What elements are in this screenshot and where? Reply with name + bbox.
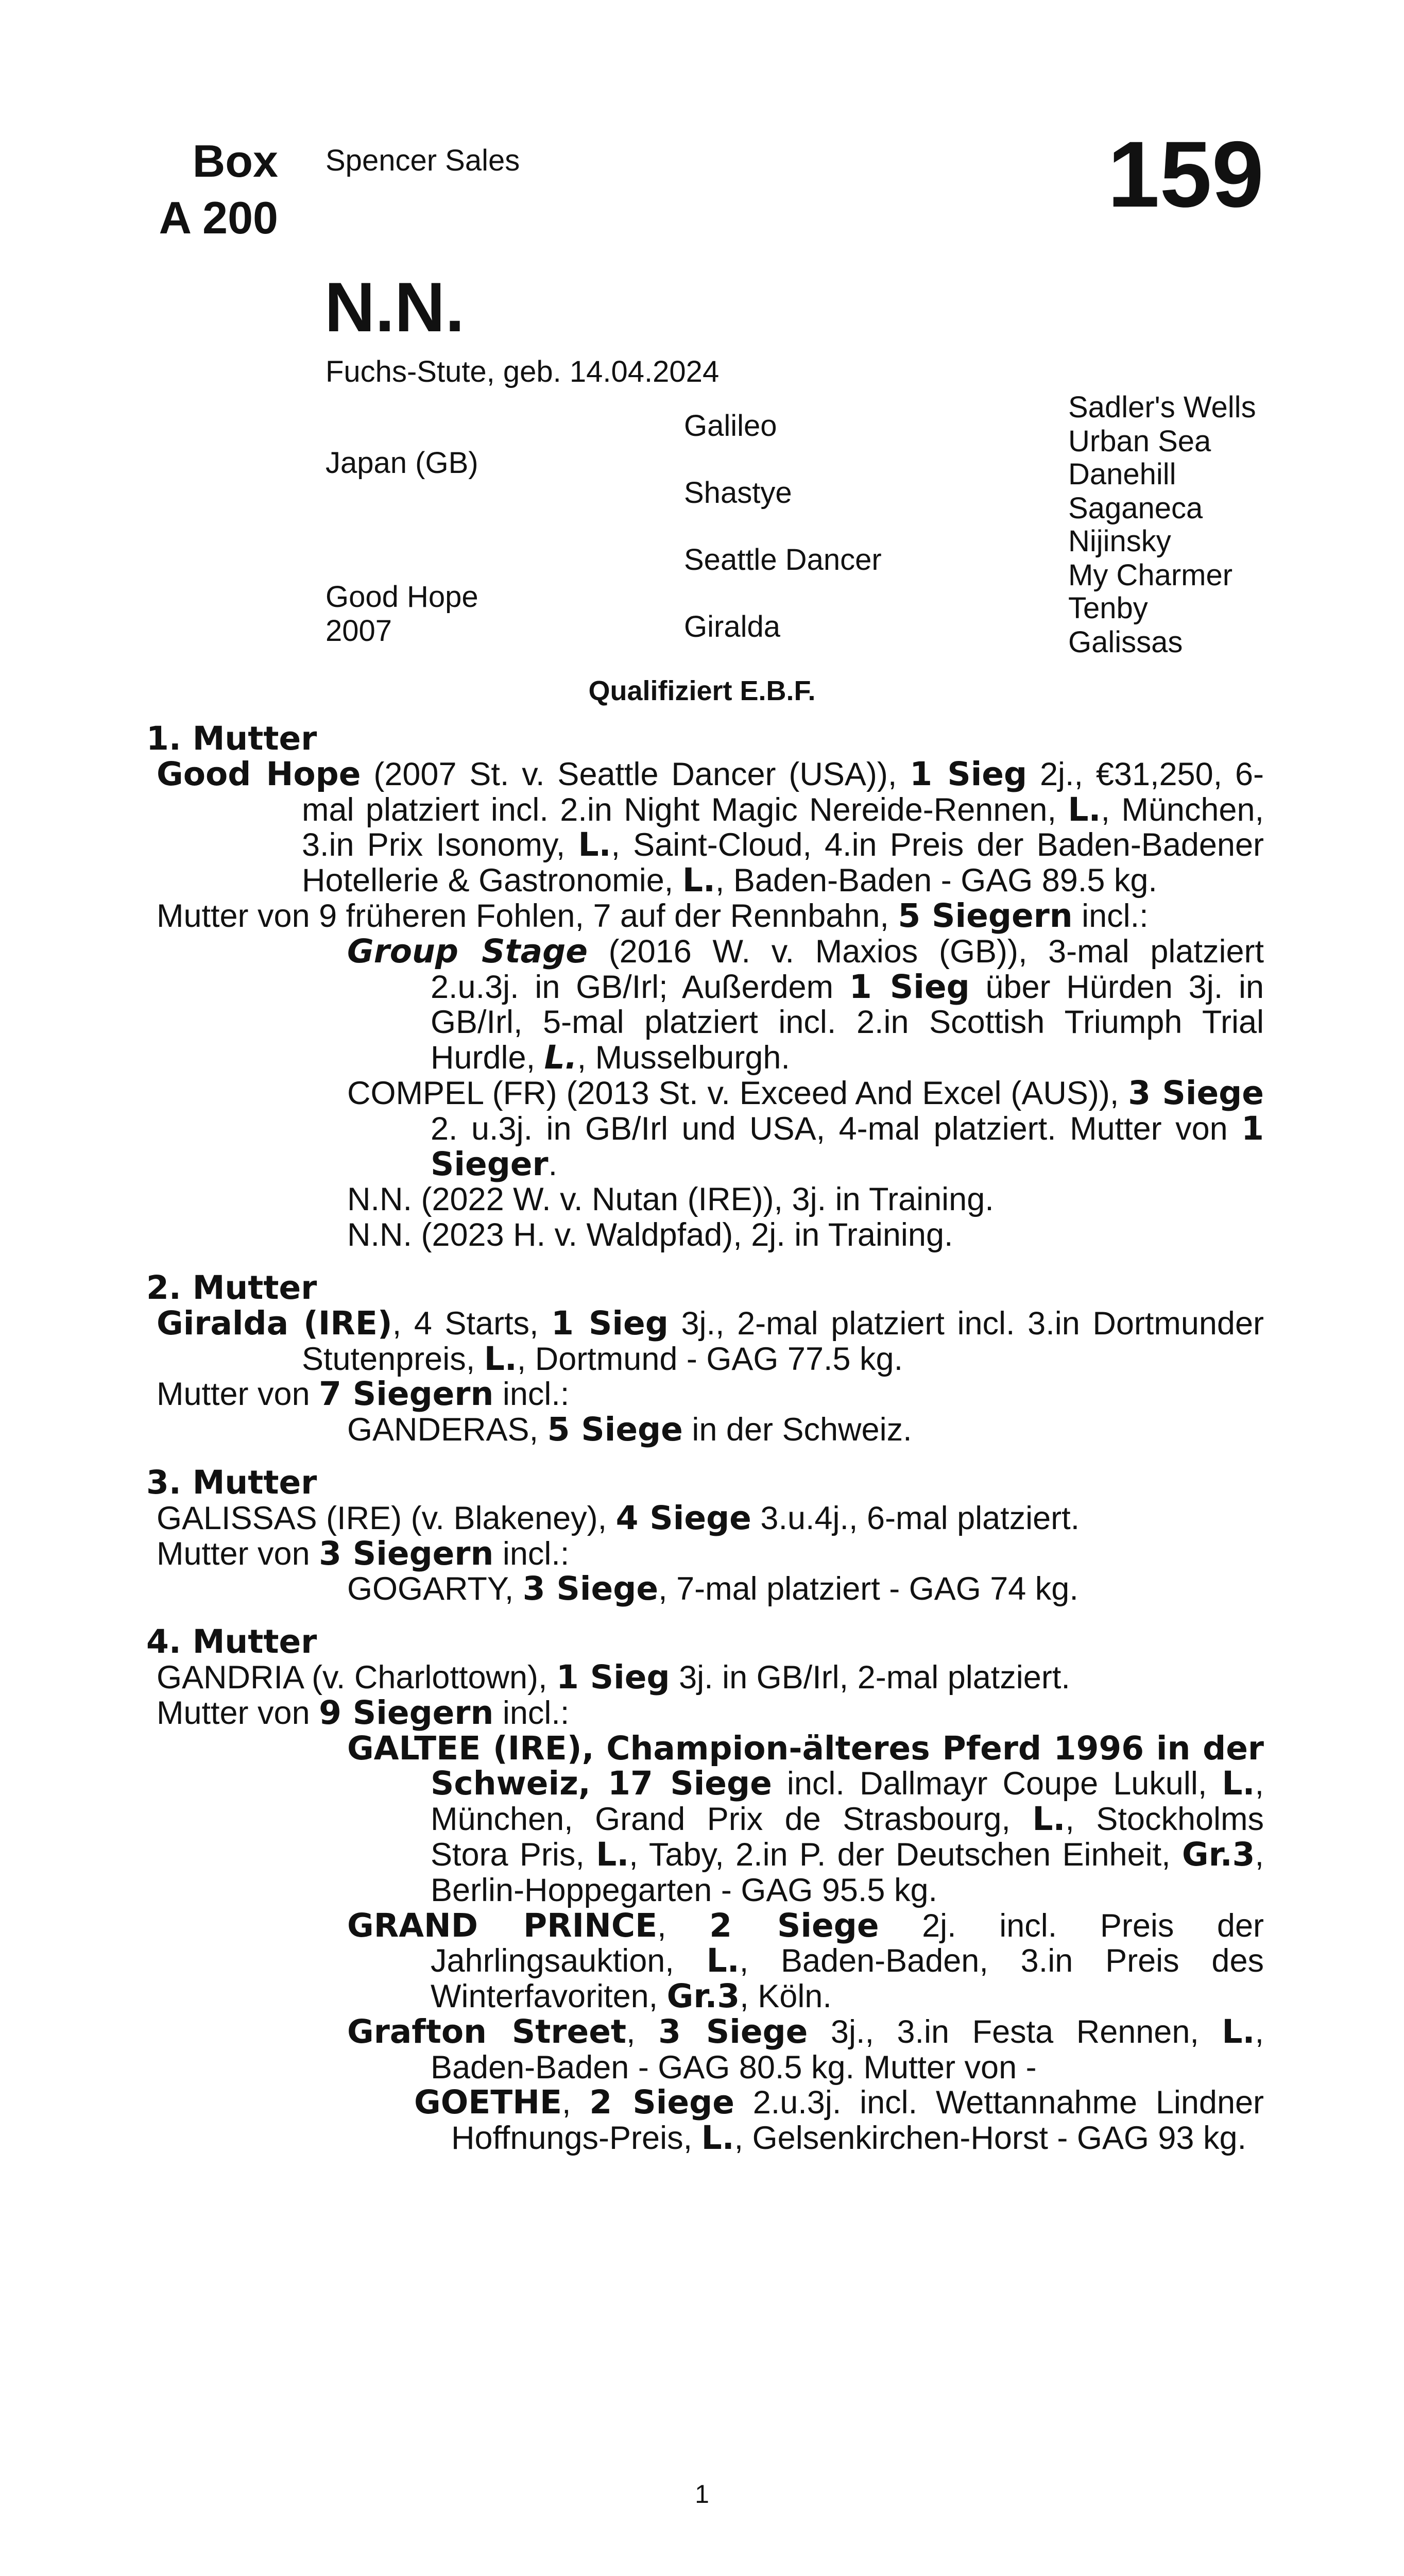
text-run: , Baden-Baden - GAG 89.5 kg.: [715, 862, 1157, 899]
dam-1-produce: [146, 896, 1264, 935]
listed-mark: L.: [484, 1340, 517, 1378]
section-heading-3: 3. Mutter: [146, 1463, 317, 1501]
text-run: , Gelsenkirchen-Horst - GAG 93 kg.: [734, 2120, 1246, 2157]
wins: 2 Siege: [709, 1906, 879, 1944]
dam-3-child-1: [146, 1571, 1264, 1607]
child-name: Group Stage: [347, 932, 588, 970]
listed-mark: L.: [682, 861, 715, 900]
spacer: [146, 1253, 1264, 1270]
pedigree-gen3-1: Sadler's Wells: [1068, 391, 1256, 424]
listed-mark: L.: [1222, 1765, 1255, 1803]
pedigree-gen3-3: Danehill: [1068, 457, 1176, 491]
dam-4-child-2: [146, 1908, 1264, 2014]
winners-count: 1 Sieger: [431, 1109, 1264, 1183]
text-run: ,: [626, 2013, 659, 2050]
page-number: 1: [695, 2480, 709, 2509]
wins: 4 Siege: [615, 1499, 751, 1537]
text-run: , Musselburgh.: [577, 1040, 790, 1076]
text-run: GALISSAS (IRE) (v. Blakeney),: [157, 1500, 616, 1536]
text-run: , 7-mal platziert - GAG 74 kg.: [658, 1571, 1078, 1607]
text-run: incl.:: [493, 1535, 570, 1572]
lot-number: 159: [1107, 122, 1264, 227]
wins: 1 Sieg: [551, 1304, 669, 1342]
text-run: 3j., 2-mal platziert incl. 3.in Dortmunder Stutenpreis,: [302, 1305, 1264, 1377]
wins: 3 Siege: [658, 2012, 808, 2050]
listed-mark: L.: [578, 826, 611, 864]
horse-description: Fuchs-Stute, geb. 14.04.2024: [326, 355, 720, 388]
champion-note: , Champion-älteres Pferd 1996 in der Schweiz, 17 Siege: [431, 1729, 1264, 1803]
section-heading-1: 1. Mutter: [146, 720, 317, 757]
dam-1-child-3: N.N. (2022 W. v. Nutan (IRE)), 3j. in Training.: [347, 1181, 994, 1218]
wins: 1 Sieg: [910, 755, 1028, 793]
pedigree-gen3-6: My Charmer: [1068, 558, 1233, 592]
text-run: 2j. incl. Preis der Jahrlingsauktion,: [431, 1907, 1264, 1979]
text-run: , Baden-Baden, 3.in Preis des Winterfavoriten,: [431, 1943, 1264, 2015]
child-name: Grafton Street: [347, 2012, 627, 2050]
spacer: [146, 1607, 1264, 1624]
text-run: Mutter von: [157, 1535, 319, 1572]
pedigree-sire: Japan (GB): [326, 446, 478, 480]
grandchild-name: GOETHE: [414, 2083, 562, 2122]
text-run: 3.u.4j., 6-mal platziert.: [751, 1500, 1080, 1536]
box-info: [144, 133, 278, 246]
dam-2-produce: [146, 1377, 1264, 1412]
text-run: ,: [562, 2084, 590, 2121]
text-run: incl.:: [1072, 897, 1149, 934]
text-run: 2j., €31,250, 6-mal platziert incl. 2.in Night Magic Nereide-Rennen,: [302, 756, 1264, 828]
pedigree-gen3-7: Tenby: [1068, 591, 1148, 625]
text-run: (2007 St. v. Seattle Dancer (USA)),: [361, 756, 910, 792]
pedigree-dam-dam: Giralda: [684, 610, 780, 643]
text-run: , Berlin-Hoppegarten - GAG 95.5 kg.: [431, 1836, 1264, 1908]
family-section: [146, 721, 1264, 2156]
wins: 1 Sieg: [849, 968, 970, 1006]
text-run: 3j., 3.in Festa Rennen,: [808, 2013, 1222, 2050]
pedigree-gen3-4: Saganeca: [1068, 492, 1203, 525]
child-name: GALTEE (IRE): [347, 1729, 582, 1767]
text-run: , Taby, 2.in P. der Deutschen Einheit,: [629, 1836, 1182, 1873]
dam-2-record: [146, 1306, 1264, 1377]
listed-mark: L.: [701, 2119, 734, 2157]
listed-mark: L.: [706, 1942, 740, 1980]
text-run: , Saint-Cloud, 4.in Preis der Baden-Badener Hotellerie & Gastronomie,: [302, 827, 1264, 899]
dam-3-record: [146, 1501, 1264, 1536]
dam-4-grandchild-1: [146, 2085, 1264, 2156]
wins: 1 Sieg: [556, 1658, 670, 1696]
listed-mark: L.: [544, 1039, 577, 1077]
text-run: 2.u.3j. incl. Wettannahme Lindner Hoffnungs-Preis,: [451, 2084, 1264, 2157]
text-run: (2016 W. v. Maxios (GB)), 3-mal platziert 2.u.3j. in GB/Irl; Außerdem: [431, 933, 1264, 1005]
dam-4-produce: [146, 1693, 1264, 1732]
text-run: incl.:: [493, 1694, 570, 1731]
text-run: , München, Grand Prix de Strasbourg,: [431, 1766, 1264, 1838]
wins: 3 Siege: [1128, 1074, 1264, 1112]
qualification: Qualifiziert E.B.F.: [588, 675, 816, 706]
box-label: Box: [192, 135, 278, 187]
spacer: [146, 1448, 1264, 1465]
text-run: Mutter von: [157, 1694, 319, 1731]
text-run: ,: [657, 1907, 710, 1944]
group-mark: Gr.3: [666, 1977, 740, 2015]
wins: 2 Siege: [589, 2083, 734, 2122]
winners-count: 9 Siegern: [319, 1693, 494, 1732]
text-run: , 4 Starts,: [392, 1305, 552, 1342]
pedigree-gen3-8: Galissas: [1068, 625, 1183, 659]
dam-4-child-1: [146, 1731, 1264, 1908]
dam-2-name: Giralda (IRE): [157, 1304, 392, 1342]
dam-1-child-1: [146, 934, 1264, 1076]
text-run: 2. u.3j. in GB/Irl und USA, 4-mal platziert. Mutter von: [431, 1110, 1242, 1147]
text-run: GOGARTY,: [347, 1571, 523, 1607]
text-run: , Baden-Baden - GAG 80.5 kg. Mutter von -: [431, 2013, 1264, 2086]
pedigree-dam: Good Hope: [326, 580, 478, 614]
pedigree-dam-year: 2007: [326, 614, 392, 648]
dam-3-produce: [146, 1536, 1264, 1572]
text-run: GANDRIA (v. Charlottown),: [157, 1659, 557, 1696]
text-run: , München, 3.in Prix Isonomy,: [302, 791, 1264, 863]
text-run: Mutter von 9 früheren Fohlen, 7 auf der Rennbahn,: [157, 897, 898, 934]
text-run: über Hürden 3j. in GB/Irl, 5-mal platziert incl. 2.in Scottish Triumph Trial Hurdle,: [431, 969, 1264, 1076]
text-run: .: [548, 1146, 558, 1182]
dam-2-child-1: [146, 1412, 1264, 1448]
text-run: , Stockholms Stora Pris,: [431, 1801, 1264, 1873]
child-name: GRAND PRINCE: [347, 1906, 658, 1944]
text-run: Mutter von: [157, 1376, 319, 1413]
box-number: A 200: [159, 192, 278, 243]
text-run: , Dortmund - GAG 77.5 kg.: [517, 1341, 903, 1377]
pedigree-sire-dam: Shastye: [684, 476, 792, 510]
dam-1-record: [146, 757, 1264, 899]
group-mark: Gr.3: [1182, 1835, 1255, 1873]
section-heading-2: 2. Mutter: [146, 1268, 317, 1307]
dam-1-child-4: N.N. (2023 H. v. Waldpfad), 2j. in Training.: [347, 1217, 953, 1253]
winners-count: 3 Siegern: [319, 1534, 494, 1572]
pedigree-dam-sire: Seattle Dancer: [684, 543, 882, 577]
pedigree-sire-sire: Galileo: [684, 409, 777, 443]
dam-4-child-3: [146, 2014, 1264, 2086]
wins: 5 Siege: [547, 1411, 683, 1449]
listed-mark: L.: [1032, 1800, 1066, 1838]
seller-name: Spencer Sales: [326, 144, 520, 177]
text-run: , Köln.: [740, 1978, 832, 2015]
dam-1-name: Good Hope: [157, 755, 361, 793]
pedigree-gen3-2: Urban Sea: [1068, 425, 1211, 458]
section-heading-4: 4. Mutter: [146, 1623, 317, 1661]
listed-mark: L.: [596, 1835, 629, 1873]
wins: 3 Siege: [522, 1570, 659, 1608]
listed-mark: L.: [1222, 2012, 1255, 2050]
text-run: COMPEL (FR) (2013 St. v. Exceed And Excel (AUS)),: [347, 1075, 1128, 1111]
text-run: 3j. in GB/Irl, 2-mal platziert.: [670, 1659, 1070, 1696]
dam-4-record: [146, 1660, 1264, 1696]
winners-count: 7 Siegern: [319, 1375, 494, 1413]
text-run: in der Schweiz.: [682, 1412, 912, 1448]
text-run: GANDERAS,: [347, 1412, 547, 1448]
winners-count: 5 Siegern: [898, 896, 1073, 935]
dam-1-child-2: [146, 1076, 1264, 1182]
pedigree-gen3-5: Nijinsky: [1068, 524, 1171, 558]
horse-name: N.N.: [324, 268, 465, 346]
listed-mark: L.: [1068, 790, 1101, 828]
text-run: incl. Dallmayr Coupe Lukull,: [772, 1766, 1222, 1802]
text-run: incl.:: [493, 1376, 570, 1413]
